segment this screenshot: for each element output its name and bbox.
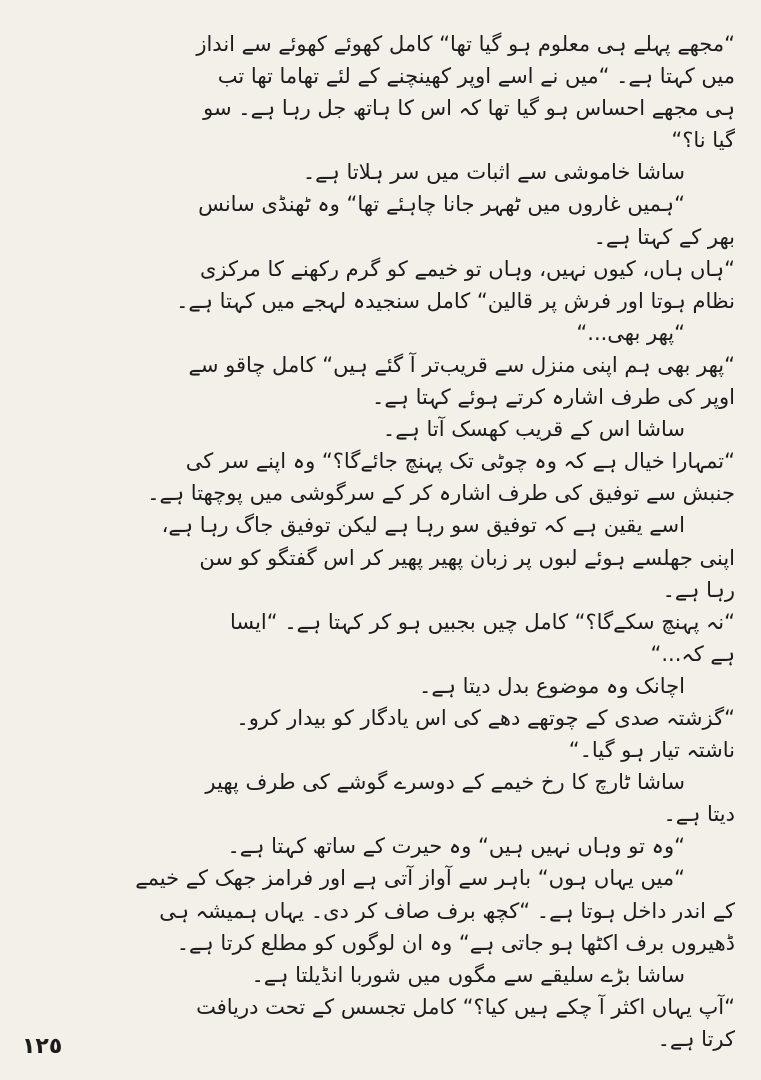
- text-line: کے اندر داخل ہوتا ہے۔ “کچھ برف صاف کر دی۔ یہاں ہمیشہ ہی: [159, 898, 735, 923]
- text-line: جنبش سے توفیق کی طرف اشارہ کر کے سرگوشی میں پوچھتا ہے۔: [147, 481, 735, 506]
- text-line: کرتا ہے۔: [657, 1026, 735, 1051]
- text-line: “پھر بھی ہم اپنی منزل سے قریب‌تر آ گئے ہیں“ کامل چاقو سے: [188, 352, 735, 377]
- text-line: “ہاں ہاں، کیوں نہیں، وہاں تو خیمے کو گرم رکھنے کا مرکزی: [199, 256, 735, 281]
- text-line: ہے کہ...“: [650, 641, 735, 666]
- text-line: ساشا بڑے سلیقے سے مگوں میں شوربا انڈیلتا ہے۔: [251, 962, 685, 987]
- text-line: ساشا خاموشی سے اثبات میں سر ہلاتا ہے۔: [302, 160, 685, 185]
- text-line: اچانک وہ موضوع بدل دیتا ہے۔: [419, 673, 685, 698]
- text-line: ساشا ٹارچ کا رخ خیمے کے دوسرے گوشے کی طرف پھیر: [205, 770, 685, 795]
- text-line: “ہمیں غاروں میں ٹھہر جانا چاہئے تھا“ وہ ٹھنڈی سانس: [198, 192, 685, 217]
- text-line: نظام ہوتا اور فرش پر قالین“ کامل سنجیدہ لہجے میں کہتا ہے۔: [176, 288, 735, 313]
- text-line: “پھر بھی...“: [576, 320, 685, 345]
- text-line: میں کہتا ہے۔ “میں نے اسے اوپر کھینچنے کے لئے تھاما تھا تب: [217, 64, 735, 89]
- text-line: رہا ہے۔: [662, 577, 735, 602]
- text-line: ڈھیروں برف اکٹھا ہو جاتی ہے“ وہ ان لوگوں کو مطلع کرتا ہے۔: [176, 930, 735, 955]
- text-line: ساشا اس کے قریب کھسک آتا ہے۔: [382, 417, 685, 442]
- page-number: ١٢٥: [22, 1034, 63, 1059]
- text-line: اوپر کی طرف اشارہ کرتے ہوئے کہتا ہے۔: [372, 385, 735, 410]
- text-line: “آپ یہاں اکثر آ چکے ہیں کیا؟“ کامل تجسس کے تحت دریافت: [196, 994, 735, 1019]
- text-line: گیا نا؟“: [671, 128, 735, 153]
- text-line: دیتا ہے۔: [663, 802, 735, 827]
- text-line: بھر کے کہتا ہے۔: [593, 224, 735, 249]
- text-line: “وہ تو وہاں نہیں ہیں“ وہ حیرت کے ساتھ کہتا ہے۔: [227, 834, 685, 859]
- text-line: “گزشتہ صدی کے چوتھے دھے کی اس یادگار کو بیدار کرو۔: [236, 705, 735, 730]
- text-line: ناشتہ تیار ہو گیا۔“: [568, 738, 735, 763]
- text-line: “مجھے پہلے ہی معلوم ہو گیا تھا“ کامل کھوئے کھوئے سے انداز: [196, 32, 735, 56]
- text-line: “تمہارا خیال ہے کہ وہ چوٹی تک پہنچ جائےگا؟“ وہ اپنے سر کی: [185, 449, 735, 474]
- text-line: اسے یقین ہے کہ توفیق سو رہا ہے لیکن توفیق جاگ رہا ہے،: [161, 513, 685, 538]
- body-text: [26, 28, 735, 1055]
- text-line: ہی مجھے احساس ہو گیا تھا کہ اس کا ہاتھ جل رہا ہے۔ سو: [203, 96, 735, 121]
- text-line: “میں یہاں ہوں“ باہر سے آواز آتی ہے اور فرامز جھک کے خیمے: [135, 866, 685, 891]
- text-line: اپنی جھلسے ہوئے لبوں پر زبان پھیر پھیر کر اس گفتگو کو سن: [199, 545, 735, 570]
- text-line: “نہ پہنچ سکےگا؟“ کامل چیں بجبیں ہو کر کہتا ہے۔ “ایسا: [229, 609, 735, 634]
